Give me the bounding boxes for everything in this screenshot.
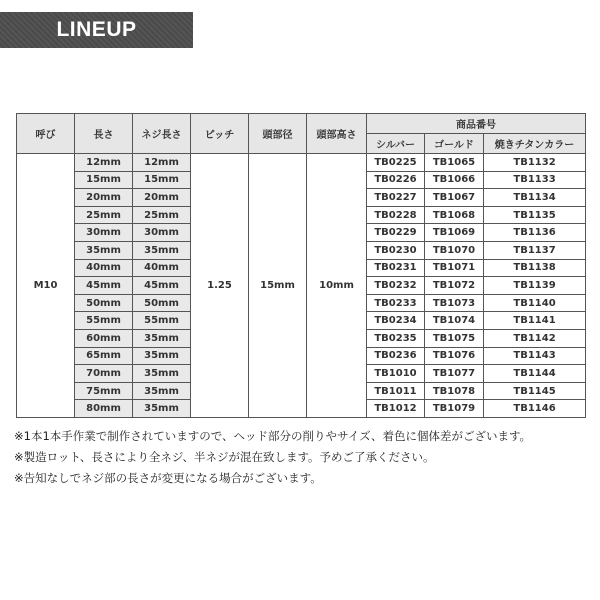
header-product-number: 商品番号 [367,114,586,134]
thread-length-cell: 35mm [133,241,191,259]
header-pitch: ピッチ [191,114,249,154]
gold-code-cell: TB1069 [425,224,484,242]
note-thread-change: ※告知なしでネジ部の長さが変更になる場合がございます。 [14,471,322,485]
burnt-titanium-code-cell: TB1133 [484,171,586,189]
notes [14,426,594,489]
burnt-titanium-code-cell: TB1138 [484,259,586,277]
gold-code-cell: TB1074 [425,312,484,330]
gold-code-cell: TB1075 [425,329,484,347]
length-cell: 30mm [75,224,133,242]
silver-code-cell: TB0229 [367,224,425,242]
length-cell: 55mm [75,312,133,330]
silver-code-cell: TB0227 [367,189,425,207]
gold-code-cell: TB1071 [425,259,484,277]
silver-code-cell: TB0236 [367,347,425,365]
thread-length-cell: 20mm [133,189,191,207]
header-burnt-titanium: 焼きチタンカラー [484,134,586,154]
lineup-table [16,113,586,418]
thread-length-cell: 50mm [133,294,191,312]
thread-length-cell: 35mm [133,365,191,383]
gold-code-cell: TB1066 [425,171,484,189]
silver-code-cell: TB0234 [367,312,425,330]
burnt-titanium-code-cell: TB1145 [484,382,586,400]
burnt-titanium-code-cell: TB1137 [484,241,586,259]
length-cell: 65mm [75,347,133,365]
length-cell: 25mm [75,206,133,224]
length-cell: 35mm [75,241,133,259]
length-cell: 12mm [75,154,133,172]
silver-code-cell: TB1011 [367,382,425,400]
burnt-titanium-code-cell: TB1132 [484,154,586,172]
gold-code-cell: TB1065 [425,154,484,172]
length-cell: 70mm [75,365,133,383]
header-thread-length: ネジ長さ [133,114,191,154]
silver-code-cell: TB0232 [367,277,425,295]
burnt-titanium-code-cell: TB1143 [484,347,586,365]
length-cell: 75mm [75,382,133,400]
thread-length-cell: 30mm [133,224,191,242]
header-silver: シルバー [367,134,425,154]
gold-code-cell: TB1078 [425,382,484,400]
thread-length-cell: 35mm [133,400,191,418]
thread-length-cell: 45mm [133,277,191,295]
thread-length-cell: 15mm [133,171,191,189]
silver-code-cell: TB0226 [367,171,425,189]
length-cell: 45mm [75,277,133,295]
burnt-titanium-code-cell: TB1134 [484,189,586,207]
gold-code-cell: TB1077 [425,365,484,383]
burnt-titanium-code-cell: TB1135 [484,206,586,224]
length-cell: 40mm [75,259,133,277]
thread-length-cell: 35mm [133,382,191,400]
nominal-cell: M10 [17,154,75,418]
pitch-cell: 1.25 [191,154,249,418]
head-diameter-cell: 15mm [249,154,307,418]
header-length: 長さ [75,114,133,154]
burnt-titanium-code-cell: TB1142 [484,329,586,347]
gold-code-cell: TB1068 [425,206,484,224]
note-lot-variation: ※製造ロット、長さにより全ネジ、半ネジが混在致します。予めご了承ください。 [14,450,435,464]
gold-code-cell: TB1079 [425,400,484,418]
silver-code-cell: TB0231 [367,259,425,277]
thread-length-cell: 35mm [133,329,191,347]
thread-length-cell: 35mm [133,347,191,365]
length-cell: 20mm [75,189,133,207]
silver-code-cell: TB0230 [367,241,425,259]
length-cell: 80mm [75,400,133,418]
header-gold: ゴールド [425,134,484,154]
silver-code-cell: TB1012 [367,400,425,418]
silver-code-cell: TB0233 [367,294,425,312]
table-body [17,154,586,418]
burnt-titanium-code-cell: TB1144 [484,365,586,383]
burnt-titanium-code-cell: TB1139 [484,277,586,295]
silver-code-cell: TB0235 [367,329,425,347]
header-head-height: 頭部高さ [307,114,367,154]
silver-code-cell: TB0225 [367,154,425,172]
lineup-banner [0,12,193,48]
silver-code-cell: TB1010 [367,365,425,383]
burnt-titanium-code-cell: TB1146 [484,400,586,418]
silver-code-cell: TB0228 [367,206,425,224]
table-row [17,154,586,172]
length-cell: 15mm [75,171,133,189]
thread-length-cell: 40mm [133,259,191,277]
gold-code-cell: TB1070 [425,241,484,259]
head-height-cell: 10mm [307,154,367,418]
note-handmade: ※1本1本手作業で制作されていますので、ヘッド部分の削りやサイズ、着色に個体差がございます。 [14,429,532,443]
burnt-titanium-code-cell: TB1136 [484,224,586,242]
burnt-titanium-code-cell: TB1140 [484,294,586,312]
burnt-titanium-code-cell: TB1141 [484,312,586,330]
gold-code-cell: TB1076 [425,347,484,365]
thread-length-cell: 55mm [133,312,191,330]
header-head-diameter: 頭部径 [249,114,307,154]
length-cell: 50mm [75,294,133,312]
thread-length-cell: 12mm [133,154,191,172]
length-cell: 60mm [75,329,133,347]
thread-length-cell: 25mm [133,206,191,224]
gold-code-cell: TB1067 [425,189,484,207]
header-nominal: 呼び [17,114,75,154]
gold-code-cell: TB1073 [425,294,484,312]
gold-code-cell: TB1072 [425,277,484,295]
banner-title: LINEUP [56,18,137,41]
